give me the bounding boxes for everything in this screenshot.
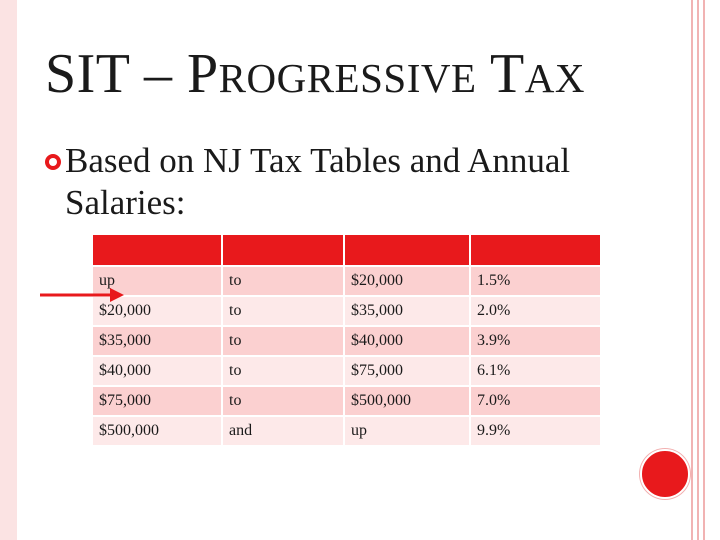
salary-to-cell: $35,000 [344, 296, 470, 326]
connector-cell: and [222, 416, 344, 446]
connector-cell: to [222, 386, 344, 416]
right-frame-line [703, 0, 705, 540]
salary-from-cell: $500,000 [92, 416, 222, 446]
slide-title [45, 42, 585, 106]
table-header-cell [92, 234, 222, 266]
red-circle-icon [640, 449, 690, 499]
salary-from-cell: $35,000 [92, 326, 222, 356]
right-arrow-icon [40, 285, 125, 305]
title-part: T [476, 43, 525, 105]
tax-rate-table [91, 233, 602, 447]
tax-rate-cell: 1.5% [470, 266, 601, 296]
title-part: AX [524, 55, 585, 101]
right-frame-line [697, 0, 699, 540]
table-row [92, 356, 601, 386]
bullet-point [45, 140, 625, 224]
salary-to-cell: $500,000 [344, 386, 470, 416]
table-row [92, 386, 601, 416]
right-frame-line [691, 0, 693, 540]
title-part: SIT – P [45, 43, 219, 105]
left-frame-band [0, 0, 17, 540]
table-header-cell [470, 234, 601, 266]
table-row [92, 416, 601, 446]
table-header-cell [344, 234, 470, 266]
table-row [92, 296, 601, 326]
tax-rate-cell: 6.1% [470, 356, 601, 386]
connector-cell: to [222, 296, 344, 326]
bullet-text: Based on NJ Tax Tables and Annual Salaries: [65, 141, 571, 222]
salary-from-cell: $75,000 [92, 386, 222, 416]
connector-cell: to [222, 356, 344, 386]
salary-to-cell: $40,000 [344, 326, 470, 356]
circle-bullet-icon [45, 154, 61, 170]
title-part: ROGRESSIVE [218, 55, 477, 101]
connector-cell: to [222, 266, 344, 296]
table-header-row [92, 234, 601, 266]
tax-rate-cell: 9.9% [470, 416, 601, 446]
tax-rate-cell: 7.0% [470, 386, 601, 416]
tax-rate-cell: 3.9% [470, 326, 601, 356]
tax-rate-cell: 2.0% [470, 296, 601, 326]
salary-to-cell: $20,000 [344, 266, 470, 296]
salary-to-cell: up [344, 416, 470, 446]
connector-cell: to [222, 326, 344, 356]
table-row [92, 326, 601, 356]
salary-from-cell: $20,000 [92, 296, 222, 326]
salary-to-cell: $75,000 [344, 356, 470, 386]
table-header-cell [222, 234, 344, 266]
salary-from-cell: up [92, 266, 222, 296]
table-row [92, 266, 601, 296]
salary-from-cell: $40,000 [92, 356, 222, 386]
